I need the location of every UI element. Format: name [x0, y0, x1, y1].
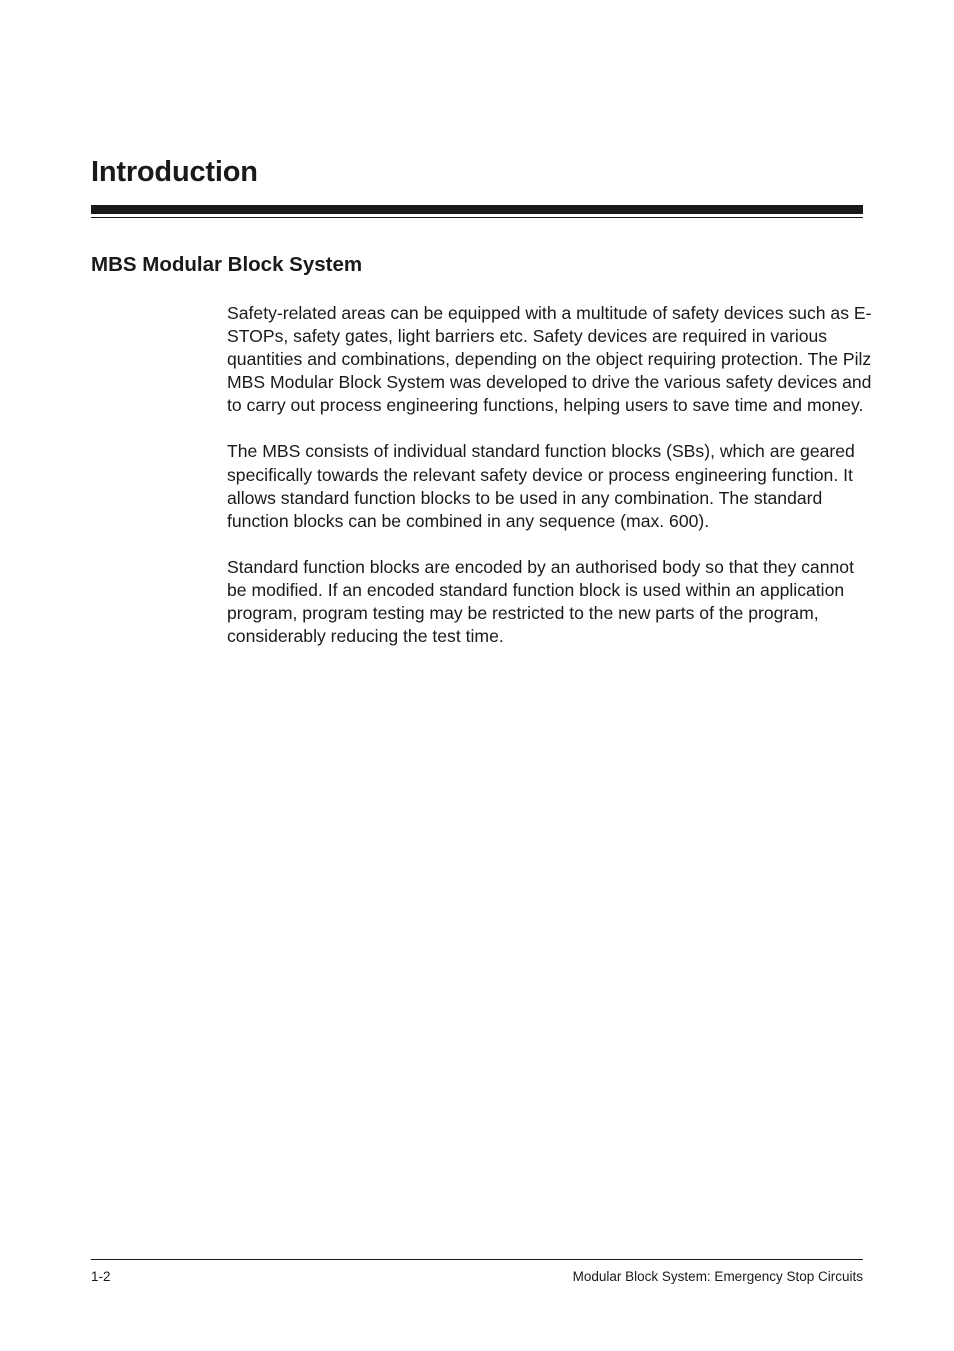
footer-document-title: Modular Block System: Emergency Stop Circuits	[572, 1269, 863, 1284]
page-title: Introduction	[91, 156, 258, 188]
body-text	[227, 302, 872, 671]
title-rule	[91, 205, 863, 214]
paragraph-1: Safety-related areas can be equipped with a multitude of safety devices such as E-STOPs, safety gates, light barriers etc. Safety devices are required in various quantities and combinations, depending on the object requiring protection. The Pilz MBS Modular Block System was developed to drive the various safety devices and to carry out process engineering functions, helping users to save time and money.	[227, 303, 872, 416]
paragraph-3: Standard function blocks are encoded by an authorised body so that they cannot be modified. If an encoded standard function block is used within an application program, program testing may be restricted to the new parts of the program, considerably reducing the test time.	[227, 556, 854, 647]
section-heading: MBS Modular Block System	[91, 253, 363, 276]
paragraph-2: The MBS consists of individual standard function blocks (SBs), which are geared specifically towards the relevant safety device or process engineering function. It allows standard function blocks to be used in any combination. The standard function blocks can be combined in any sequence (max. 600).	[227, 441, 855, 531]
footer-rule	[91, 1259, 863, 1260]
footer-page-number: 1-2	[91, 1269, 111, 1284]
